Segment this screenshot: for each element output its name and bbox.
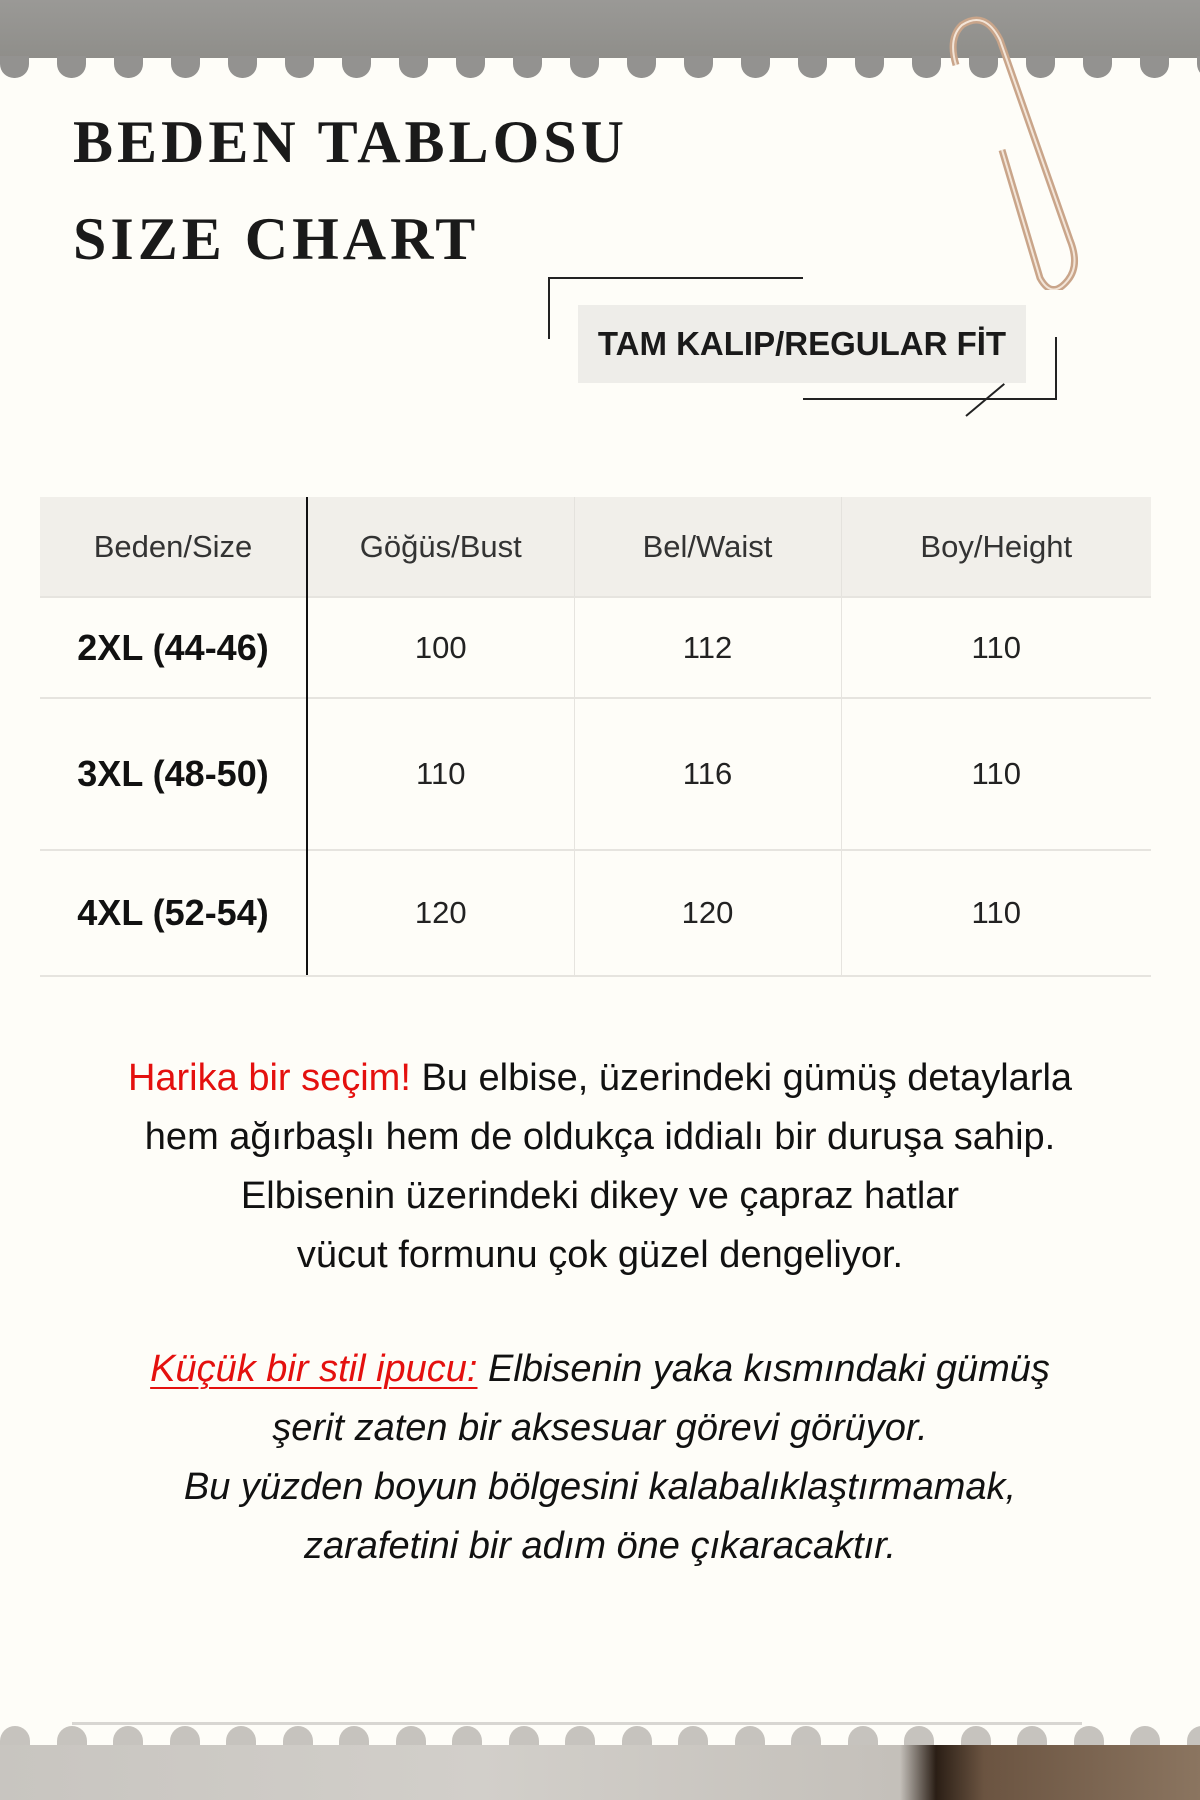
tip-text: Elbisenin yaka kısmındaki gümüş (477, 1348, 1050, 1390)
bottom-photo-band (0, 1745, 1200, 1800)
bust-cell: 120 (307, 850, 574, 976)
scallop (741, 56, 770, 78)
table-row (40, 597, 1151, 698)
table-row (40, 850, 1151, 976)
scallop (513, 56, 542, 78)
tip-line: Bu yüzden boyun bölgesini kalabalıklaştırmamak, (183, 1466, 1017, 1508)
scallop (627, 56, 656, 78)
title-turkish: BEDEN TABLOSU (73, 109, 628, 175)
scallop (342, 56, 371, 78)
frame-line (803, 398, 1056, 400)
style-tip (0, 1340, 1200, 1576)
frame-line (548, 277, 550, 339)
table-row (40, 698, 1151, 850)
scallop (171, 56, 200, 78)
table-header-row (40, 497, 1151, 597)
tip-line (0, 1340, 1200, 1399)
col-header-waist: Bel/Waist (574, 497, 841, 597)
scallop (798, 56, 827, 78)
description-line: vücut formunu çok güzel dengeliyor. (296, 1234, 904, 1276)
frame-line (1055, 337, 1057, 400)
scallop (285, 56, 314, 78)
description-line (0, 1049, 1200, 1108)
fit-badge: TAM KALIP/REGULAR FİT (578, 305, 1026, 383)
scallop (456, 56, 485, 78)
tip-label: Küçük bir stil ipucu: (150, 1348, 478, 1390)
waist-cell: 120 (574, 850, 841, 976)
col-header-size: Beden/Size (40, 497, 307, 597)
scallop (0, 56, 29, 78)
size-cell: 3XL (48-50) (40, 698, 307, 850)
scallop (1140, 56, 1169, 78)
height-cell: 110 (841, 698, 1151, 850)
description-line: hem ağırbaşlı hem de oldukça iddialı bir duruşa sahip. (144, 1116, 1056, 1158)
size-table (40, 497, 1151, 977)
height-cell: 110 (841, 597, 1151, 698)
divider (72, 1722, 1082, 1725)
col-header-bust: Göğüs/Bust (307, 497, 574, 597)
scallop (684, 56, 713, 78)
scallop (114, 56, 143, 78)
highlight-text: Harika bir seçim! (127, 1057, 411, 1099)
waist-cell: 112 (574, 597, 841, 698)
frame-line (548, 277, 803, 279)
col-header-height: Boy/Height (841, 497, 1151, 597)
tip-line: şerit zaten bir aksesuar görevi görüyor. (272, 1407, 928, 1449)
size-cell: 4XL (52-54) (40, 850, 307, 976)
scallop (228, 56, 257, 78)
scallop (57, 56, 86, 78)
description (0, 1049, 1200, 1285)
size-cell: 2XL (44-46) (40, 597, 307, 698)
bust-cell: 110 (307, 698, 574, 850)
tip-line: zarafetini bir adım öne çıkaracaktır. (303, 1525, 897, 1567)
bust-cell: 100 (307, 597, 574, 698)
title-english: SIZE CHART (73, 206, 480, 272)
height-cell: 110 (841, 850, 1151, 976)
scallop (399, 56, 428, 78)
scallop (912, 56, 941, 78)
scallop (855, 56, 884, 78)
paperclip-icon (940, 10, 1110, 290)
scallop (570, 56, 599, 78)
waist-cell: 116 (574, 698, 841, 850)
description-line: Elbisenin üzerindeki dikey ve çapraz hatlar (240, 1175, 960, 1217)
description-text: Bu elbise, üzerindeki gümüş detaylarla (410, 1057, 1073, 1099)
